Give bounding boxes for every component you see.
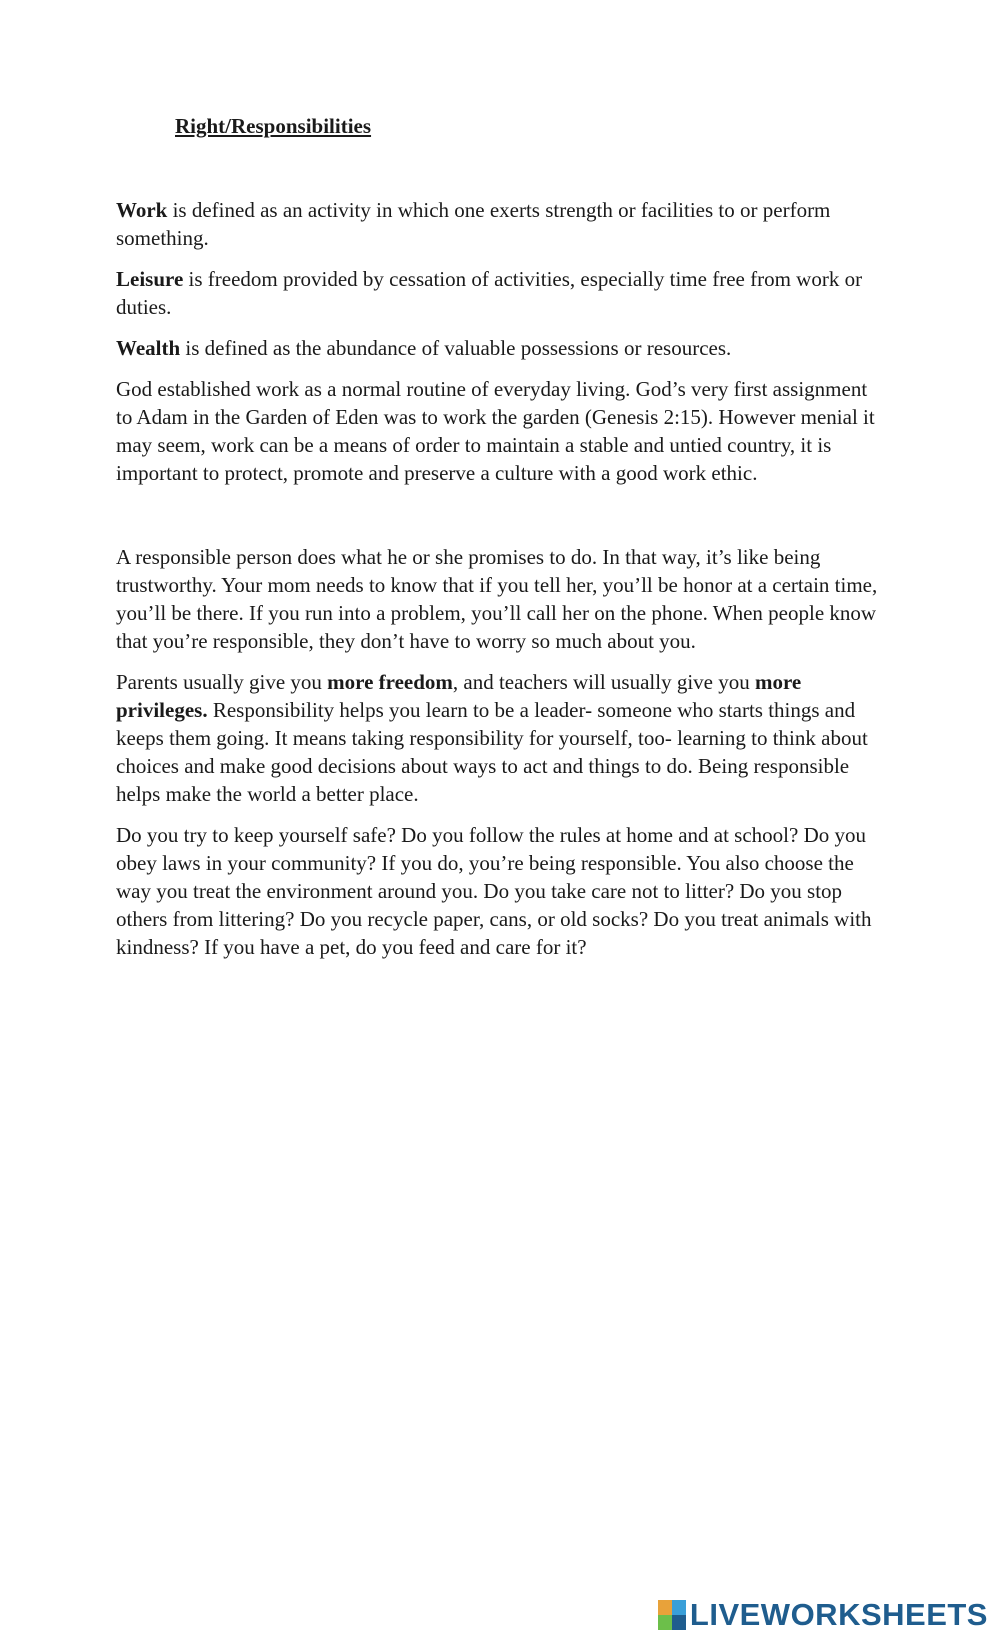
bold-more-privileges: more privileges. [116, 670, 802, 722]
paragraph-leisure-definition [116, 265, 886, 321]
work-definition-text: is defined as an activity in which one exerts strength or facilities to or perform something. [116, 198, 831, 250]
bold-more-freedom: more freedom [327, 670, 453, 694]
paragraph-parents [116, 668, 886, 808]
paragraph-god-work: God established work as a normal routine of everyday living. God’s very first assignment to Adam in the Garden of Eden was to work the garden (Genesis 2:15). However menial it may seem, work can be a means of order to maintain a stable and untied country, it is important to protect, promote and preserve a culture with a good work ethic. [116, 377, 875, 485]
parents-text-2: , and teachers will usually give you [452, 670, 755, 694]
logo-square-1 [658, 1600, 672, 1615]
parents-text-1: Parents usually give you [116, 670, 328, 694]
term-work: Work [116, 198, 168, 222]
paragraph-work-definition [116, 196, 886, 252]
paragraph-questions: Do you try to keep yourself safe? Do you follow the rules at home and at school? Do you obey laws in your community? If you do, you’re being responsible. You also choose the way you treat the environment around you. Do you take care not to litter? Do you stop others from littering? Do you recycle paper, cans, or old socks? Do you treat animals with kindness? If you have a pet, do you feed and care for it? [116, 823, 872, 959]
document-body [116, 196, 886, 974]
wealth-definition-text: is defined as the abundance of valuable possessions or resources. [180, 336, 732, 360]
liveworksheets-footer[interactable] [658, 1595, 988, 1635]
term-leisure: Leisure [116, 267, 184, 291]
logo-square-4 [672, 1615, 686, 1630]
paragraph-responsible-person: A responsible person does what he or she promises to do. In that way, it’s like being trustworthy. Your mom needs to know that if you tell her, you’ll be honor at a certain time, you’ll be there. If you run into a problem, you’ll call her on the phone. When people know that you’re responsible, they don’t have to worry so much about you. [116, 545, 878, 653]
logo-square-2 [672, 1600, 686, 1615]
page-title: Right/Responsibilities [175, 114, 372, 138]
liveworksheets-logo-icon [658, 1600, 686, 1630]
liveworksheets-brand: LIVEWORKSHEETS [689, 1597, 988, 1632]
parents-text-3: Responsibility helps you learn to be a leader- someone who starts things and keeps them going. It means taking responsibility for yourself, too- learning to think about choices and make good decisions about ways to act and things to do. Being responsible helps make the world a better place. [116, 698, 868, 806]
paragraph-wealth-definition [116, 334, 886, 362]
term-wealth: Wealth [116, 336, 181, 360]
leisure-definition-text: is freedom provided by cessation of activities, especially time free from work or duties. [116, 267, 863, 319]
logo-square-3 [658, 1615, 672, 1630]
